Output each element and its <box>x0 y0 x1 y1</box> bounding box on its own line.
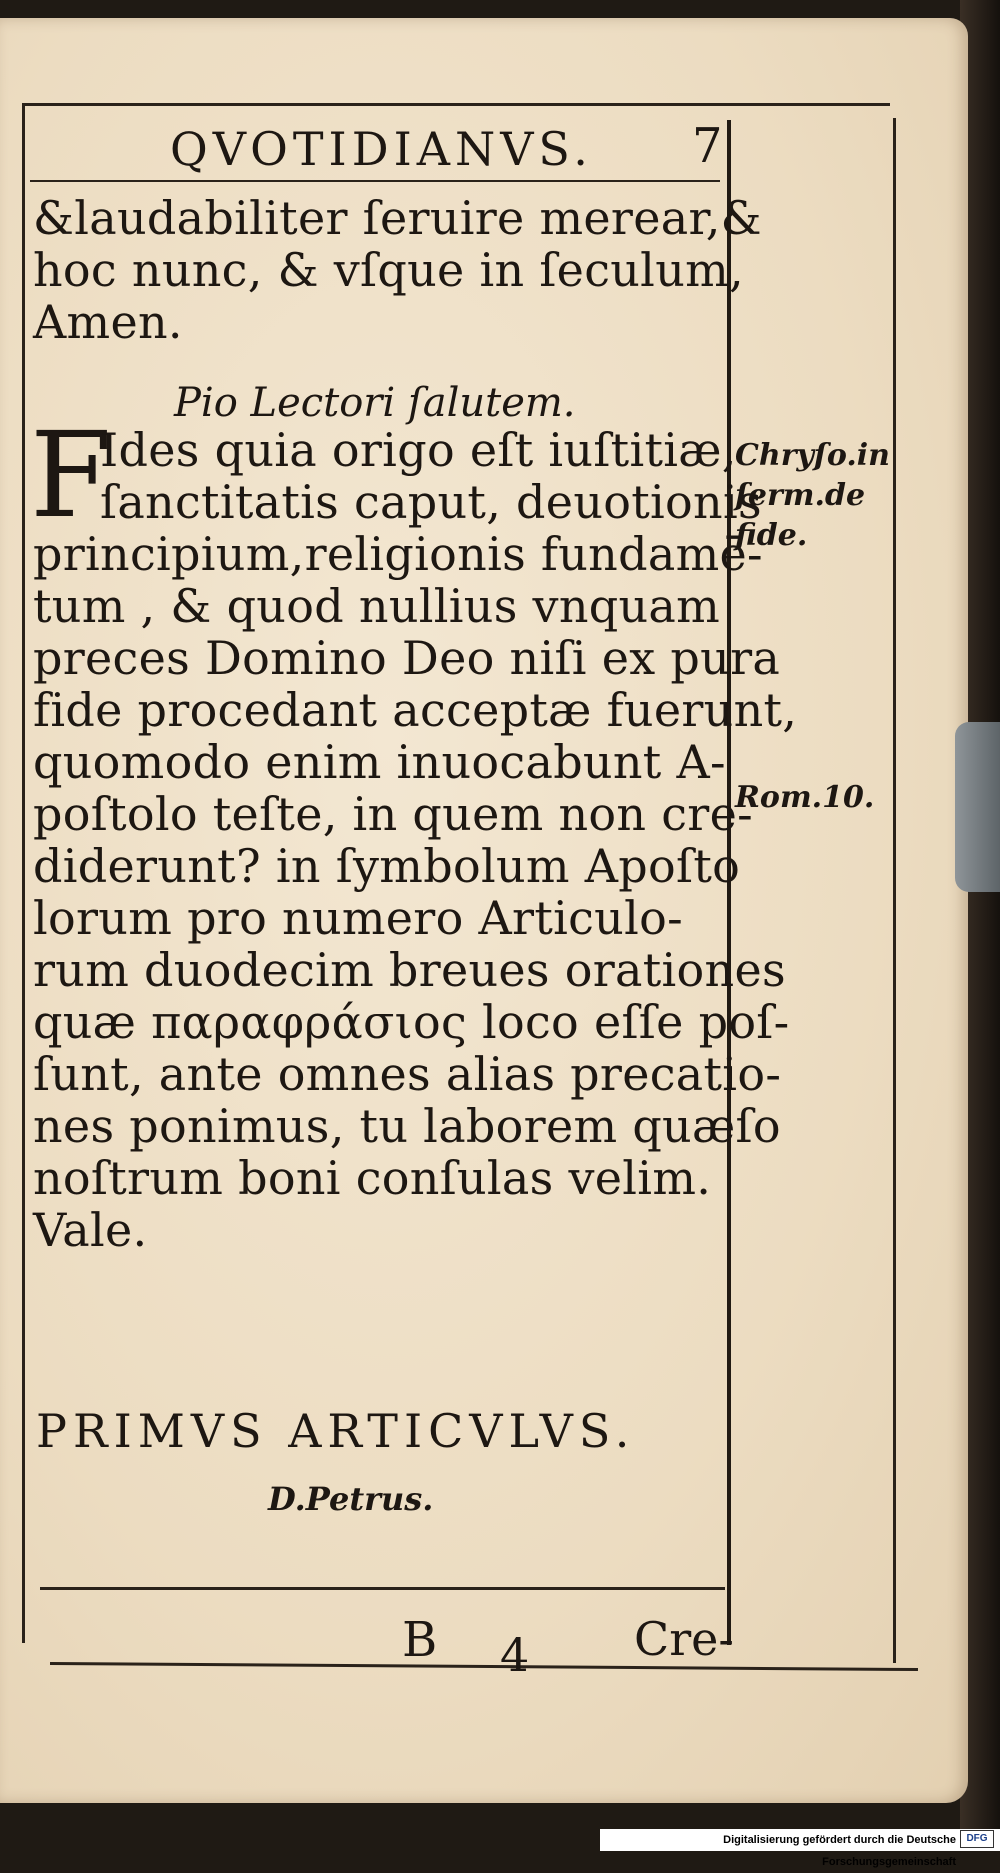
margin-note-romans: Rom.10. <box>735 780 875 815</box>
page-number: 7 <box>692 118 723 174</box>
frame-rule-right <box>893 118 896 1663</box>
drop-cap-initial: F <box>30 406 112 544</box>
text-line: quomodo enim inuocabunt A- <box>33 735 726 789</box>
text-line: Vale. <box>33 1203 148 1257</box>
text-line: ſunt, ante omnes alias precatio- <box>33 1047 782 1101</box>
text-line: noſtrum boni conſulas velim. <box>33 1151 712 1205</box>
text-line: principium,religionis fundamē- <box>33 527 763 581</box>
text-line: poſtolo teſte, in quem non cre- <box>33 787 753 841</box>
text-line: diderunt? in ſymbolum Apoſto <box>33 839 741 893</box>
text-line: hoc nunc, & vſque in ſeculum, <box>33 243 744 297</box>
text-line: Amen. <box>33 295 183 349</box>
running-title: QVOTIDIANVS. <box>170 122 593 176</box>
text-line: lorum pro numero Articulo- <box>33 891 683 945</box>
text-line: rum duodecim breues orationes <box>33 943 786 997</box>
margin-note-chrysostom: fide. <box>735 518 808 553</box>
header-rule <box>30 180 720 182</box>
text-line: quæ παραφράσιος loco eſſe poſ- <box>33 995 790 1049</box>
dfg-logo-icon: DFG <box>960 1830 994 1848</box>
preface-heading: Pio Lectori ſalutem. <box>174 380 576 426</box>
text-line: Ides quia origo eſt iuſtitiæ, <box>100 423 737 477</box>
text-line: preces Domino Deo niſi ex pura <box>33 631 781 685</box>
digitization-credit: Digitalisierung gefördert durch die Deutsche Forschungsgemeinschaft <box>600 1829 1000 1851</box>
frame-rule-left <box>22 103 25 1643</box>
text-line: tum , & quod nullius vnquam <box>33 579 721 633</box>
text-line: fide procedant acceptæ fuerunt, <box>33 683 798 737</box>
text-line: ſanctitatis caput, deuotionis <box>100 475 762 529</box>
signature-mark: B <box>402 1612 438 1668</box>
margin-note-chrysostom: Chryſo.in <box>735 438 890 473</box>
footer-rule <box>40 1587 725 1590</box>
section-subheading: D.Petrus. <box>268 1480 434 1518</box>
text-line: nes ponimus, tu laborem quæſo <box>33 1099 781 1153</box>
bookmark-tab <box>955 722 1000 892</box>
catchword: Cre- <box>634 1612 734 1666</box>
text-line: &laudabiliter ſeruire merear,& <box>33 191 762 245</box>
frame-rule-top <box>22 103 890 106</box>
signature-number: 4 <box>500 1628 530 1682</box>
margin-note-chrysostom: ſerm.de <box>735 478 866 513</box>
section-heading: PRIMVS ARTICVLVS. <box>36 1404 636 1458</box>
